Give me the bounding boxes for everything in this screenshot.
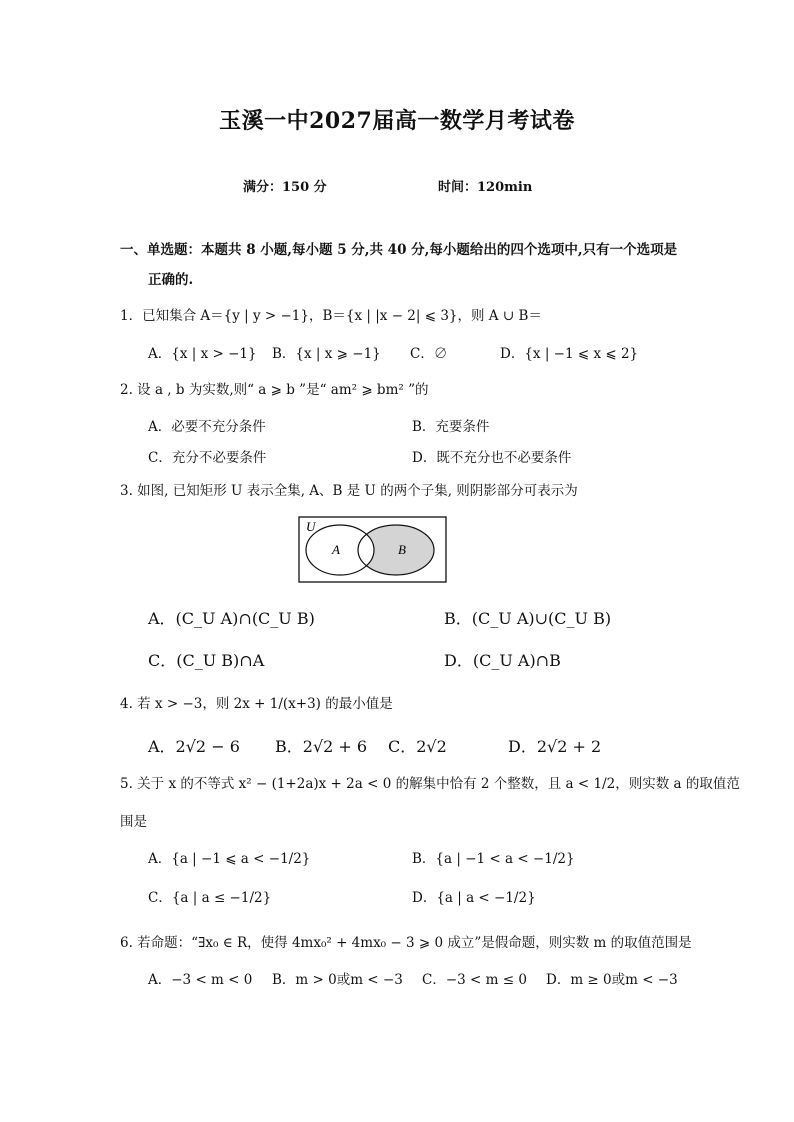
- question-1-stem: 1．已知集合 A＝{y | y > −1}，B＝{x | |x − 2| ⩽ 3}，则 A ∪ B＝: [120, 308, 542, 324]
- q5-option-a: A．{a | −1 ⩽ a < −1/2}: [148, 851, 311, 867]
- q6-option-b: B．m > 0或m < −3: [272, 972, 403, 988]
- q1-option-b: B．{x | x ⩾ −1}: [272, 346, 381, 362]
- time-limit: 时间：120min: [438, 180, 533, 195]
- q5-option-c: C．{a | a ≤ −1/2}: [148, 890, 272, 906]
- q5-option-d: D．{a | a < −1/2}: [412, 890, 536, 906]
- set-a-label: A: [332, 542, 340, 557]
- q2-option-a: A．必要不充分条件: [148, 419, 266, 435]
- q5-option-b: B．{a | −1 < a < −1/2}: [412, 851, 575, 867]
- section-heading-cont: 正确的.: [148, 272, 194, 288]
- q6-option-d: D．m ≥ 0或m < −3: [546, 972, 678, 988]
- q3-option-c: C．(C_U B)∩A: [148, 651, 265, 670]
- q2-option-d: D．既不充分也不必要条件: [412, 450, 572, 466]
- full-score: 满分：150 分: [243, 180, 327, 195]
- q4-option-a: A．2√2 − 6: [148, 737, 240, 756]
- q6-option-c: C．−3 < m ≤ 0: [422, 972, 527, 988]
- question-3-stem: 3. 如图, 已知矩形 U 表示全集, A、B 是 U 的两个子集, 则阴影部分可表示为: [120, 483, 578, 499]
- q1-option-a: A．{x | x > −1}: [148, 346, 257, 362]
- q4-option-c: C．2√2: [388, 737, 447, 756]
- q4-option-b: B．2√2 + 6: [275, 737, 368, 756]
- set-b-label: B: [398, 542, 406, 557]
- universe-label: U: [306, 519, 316, 534]
- q1-option-c: C．∅: [410, 346, 448, 362]
- q4-option-d: D．2√2 + 2: [508, 737, 602, 756]
- question-5-stem: 5. 关于 x 的不等式 x² − (1+2a)x + 2a < 0 的解集中恰有 2 个整数，且 a < 1/2，则实数 a 的取值范: [120, 776, 740, 792]
- q2-option-b: B．充要条件: [412, 419, 490, 435]
- venn-diagram: [298, 516, 448, 584]
- exam-title: 玉溪一中2027届高一数学月考试卷: [219, 108, 575, 134]
- q3-option-a: A．(C_U A)∩(C_U B): [148, 609, 315, 628]
- q1-option-d: D．{x | −1 ⩽ x ⩽ 2}: [500, 346, 639, 362]
- q2-option-c: C．充分不必要条件: [148, 450, 267, 466]
- question-4-stem: 4. 若 x > −3，则 2x + 1/(x+3) 的最小值是: [120, 696, 393, 712]
- q3-option-d: D．(C_U A)∩B: [444, 651, 561, 670]
- question-5-stem-cont: 围是: [120, 814, 147, 830]
- q3-option-b: B．(C_U A)∪(C_U B): [444, 609, 612, 628]
- section-heading: 一、单选题：本题共 8 小题,每小题 5 分,共 40 分,每小题给出的四个选项中,只有一个选项是: [120, 242, 678, 258]
- q6-option-a: A．−3 < m < 0: [148, 972, 253, 988]
- question-2-stem: 2. 设 a , b 为实数,则“ a ⩾ b ”是“ am² ⩾ bm² ”的: [120, 382, 429, 398]
- question-6-stem: 6. 若命题：“∃x₀ ∈ R，使得 4mx₀² + 4mx₀ − 3 ⩾ 0 成立”是假命题，则实数 m 的取值范围是: [120, 935, 692, 951]
